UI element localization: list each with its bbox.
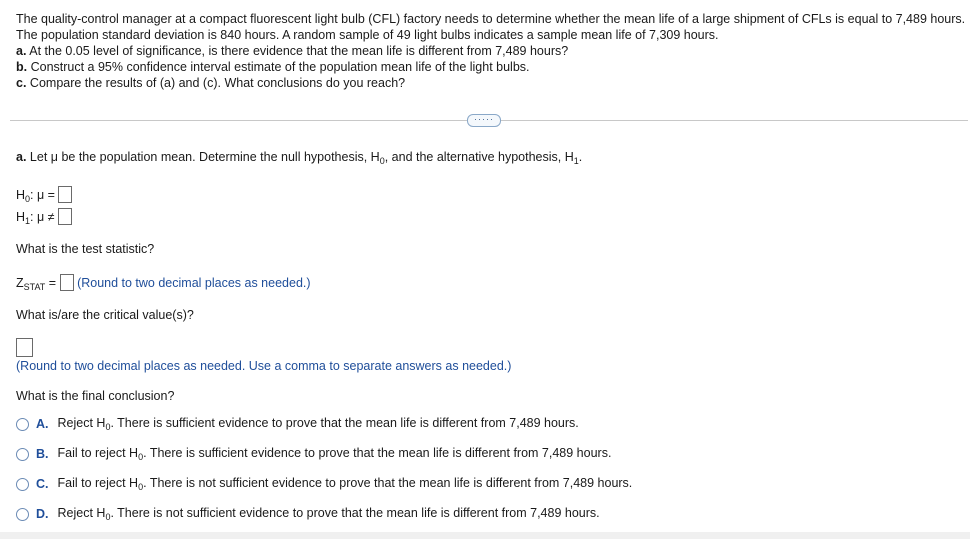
problem-part-c: c. Compare the results of (a) and (c). What conclusions do you reach? [16,76,406,90]
problem-statement [16,11,966,91]
alternative-hypothesis-row: $H_1$: μ ≠ [16,208,72,226]
option-d-radio[interactable] [16,508,29,521]
footer-bar [0,532,970,539]
zstat-row: $Z_{STAT}$ = (Round to two decimal places as needed.) [16,276,311,292]
part-a-prompt: a. Let μ be the population mean. Determine the null hypothesis, $H_0$, and the alternative hypothesis, $H_1$. [16,150,583,166]
null-hypothesis-input[interactable] [58,186,72,203]
critical-value-question: What is/are the critical value(s)? [16,308,194,322]
zstat-hint: (Round to two decimal places as needed.) [77,276,311,290]
option-a-radio[interactable] [16,418,29,431]
critical-value-hint: (Round to two decimal places as needed. Use a comma to separate answers as needed.) [16,359,512,373]
critical-value-input[interactable] [16,338,33,357]
problem-intro: The quality-control manager at a compact fluorescent light bulb (CFL) factory needs to determine whether the mean life of a large shipment of CFLs is equal to 7,489 hours. The population standard deviation is 840 hours. A random sample of 49 light bulbs indicates a sample mean life of 7,309 hours. [16,12,966,42]
expand-ellipsis-button[interactable]: ····· [467,114,501,127]
conclusion-question: What is the final conclusion? [16,389,175,403]
critical-value-row [16,338,33,357]
test-statistic-question: What is the test statistic? [16,242,155,256]
option-c-radio[interactable] [16,478,29,491]
option-a[interactable]: A. Reject $H_0$. There is sufficient evidence to prove that the mean life is different from 7,489 hours. [16,416,579,432]
problem-part-b: b. Construct a 95% confidence interval estimate of the population mean life of the light bulbs. [16,60,530,74]
option-b-radio[interactable] [16,448,29,461]
option-c[interactable]: C. Fail to reject $H_0$. There is not sufficient evidence to prove that the mean life is different from 7,489 hours. [16,476,632,492]
null-hypothesis-row: $H_0$: μ = [16,186,72,204]
alternative-hypothesis-input[interactable] [58,208,72,225]
option-b[interactable]: B. Fail to reject $H_0$. There is sufficient evidence to prove that the mean life is different from 7,489 hours. [16,446,611,462]
problem-part-a: a. At the 0.05 level of significance, is there evidence that the mean life is different from 7,489 hours? [16,44,569,58]
zstat-input[interactable] [60,274,74,291]
option-d[interactable]: D. Reject $H_0$. There is not sufficient evidence to prove that the mean life is different from 7,489 hours. [16,506,600,522]
